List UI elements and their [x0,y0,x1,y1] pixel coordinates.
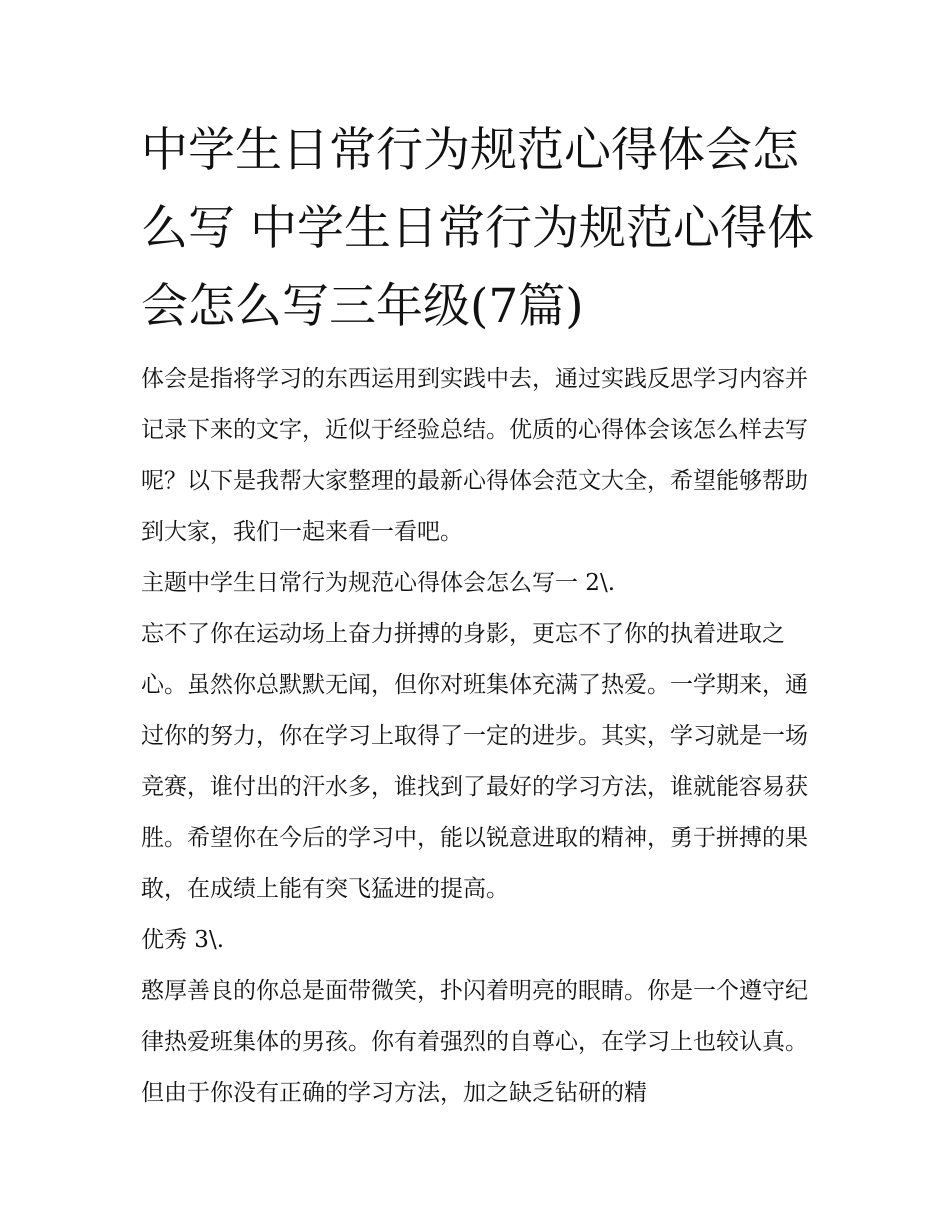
document-body [141,354,816,1119]
section-heading-2: 优秀 3\. [141,927,225,953]
document-page [141,112,816,1119]
section-heading-1: 主题中学生日常行为规范心得体会怎么写一 2\. [141,570,616,596]
body-paragraph-1: 忘不了你在运动场上奋力拼搏的身影，更忘不了你的执着进取之心。虽然你总默默无闻，但你对班集体充满了热爱。一学期来，通过你的努力，你在学习上取得了一定的进步。其实，学习就是一场竞赛，谁付出的汗水多，谁找到了最好的学习方法，谁就能容易获胜。希望你在今后的学习中，能以锐意进取的精神，勇于拼搏的果敢，在成绩上能有突飞猛进的提高。 [141,621,808,902]
document-title: 中学生日常行为规范心得体会怎么写 中学生日常行为规范心得体会怎么写三年级(7篇) [141,123,814,334]
intro-paragraph: 体会是指将学习的东西运用到实践中去，通过实践反思学习内容并记录下来的文字，近似于经验总结。优质的心得体会该怎么样去写呢？以下是我帮大家整理的最新心得体会范文大全，希望能够帮助到大家，我们一起来看一看吧。 [141,366,808,545]
body-paragraph-2: 憨厚善良的你总是面带微笑，扑闪着明亮的眼睛。你是一个遵守纪律热爱班集体的男孩。你有着强烈的自尊心，在学习上也较认真。但由于你没有正确的学习方法，加之缺乏钻研的精 [141,978,808,1106]
